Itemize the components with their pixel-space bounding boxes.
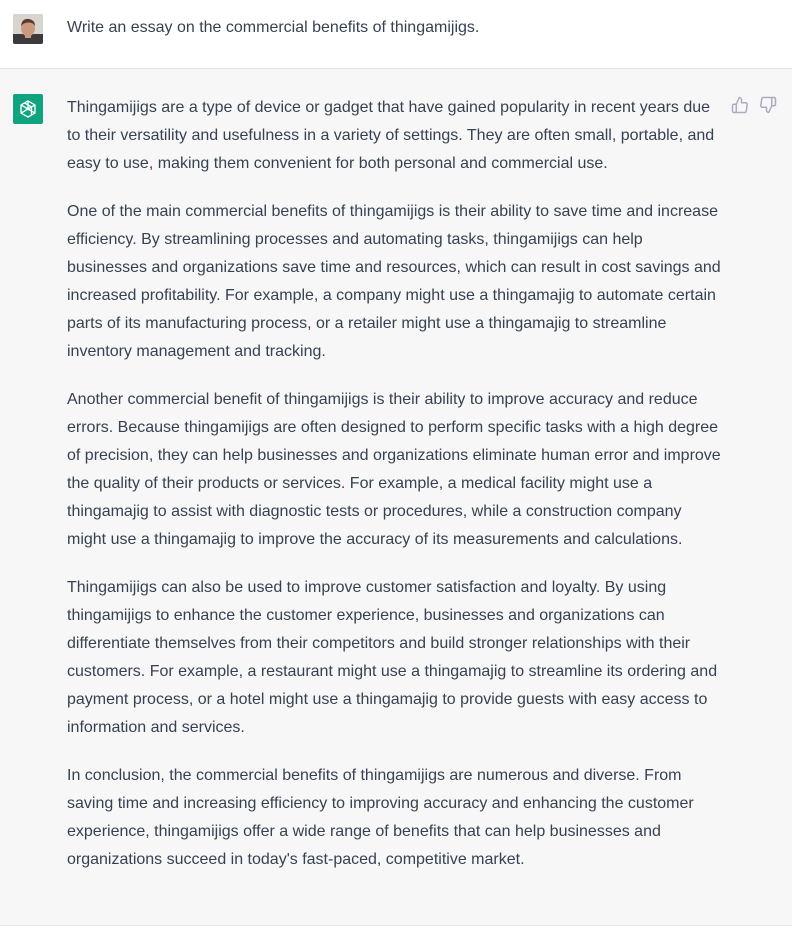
user-message-row xyxy=(0,0,792,69)
thumbs-down-icon xyxy=(759,96,777,114)
response-paragraph: Thingamijigs are a type of device or gadget that have gained popularity in recent years due to their versatility and usefulness in a variety of settings. They are often small, portable, and easy to use, making them convenient for both personal and commercial use. xyxy=(67,99,715,172)
openai-logo-icon xyxy=(17,98,39,120)
bottom-strip xyxy=(0,926,792,937)
user-message-text: Write an essay on the commercial benefits of thingamijigs. xyxy=(67,19,480,36)
assistant-response xyxy=(67,94,722,894)
response-paragraph: Thingamijigs can also be used to improve customer satisfaction and loyalty. By using thingamijigs to enhance the customer experience, businesses and organizations can differentiate themselves from their competitors and build stronger relationships with their customers. For example, a restaurant might use a thingamajig to streamline its ordering and payment process, or a hotel might use a thingamajig to provide guests with easy access to information and services. xyxy=(67,579,718,736)
assistant-avatar xyxy=(13,94,43,124)
user-avatar xyxy=(13,14,43,44)
response-paragraph: Another commercial benefit of thingamijigs is their ability to improve accuracy and reduce errors. Because thingamijigs are often designed to perform specific tasks with a high degree of precision, they can help businesses and organizations eliminate human error and improve the quality of their products or services. For example, a medical facility might use a thingamajig to assist with diagnostic tests or procedures, while a construction company might use a thingamajig to improve the accuracy of its measurements and calculations. xyxy=(67,391,721,548)
assistant-message-row xyxy=(0,69,792,925)
thumbs-down-button[interactable] xyxy=(759,96,777,114)
user-photo-avatar xyxy=(13,14,43,44)
thumbs-up-icon xyxy=(731,96,749,114)
thumbs-up-button[interactable] xyxy=(731,96,749,114)
response-paragraph: In conclusion, the commercial benefits of thingamijigs are numerous and diverse. From saving time and increasing efficiency to improving accuracy and enhancing the customer experience, thingamijigs offer a wide range of benefits that can help businesses and organizations succeed in today's fast-paced, competitive market. xyxy=(67,767,694,868)
response-paragraph: One of the main commercial benefits of thingamijigs is their ability to save time and increase efficiency. By streamlining processes and automating tasks, thingamijigs can help businesses and organizations save time and resources, which can result in cost savings and increased profitability. For example, a company might use a thingamajig to automate certain parts of its manufacturing process, or a retailer might use a thingamajig to streamline inventory management and tracking. xyxy=(67,203,721,360)
